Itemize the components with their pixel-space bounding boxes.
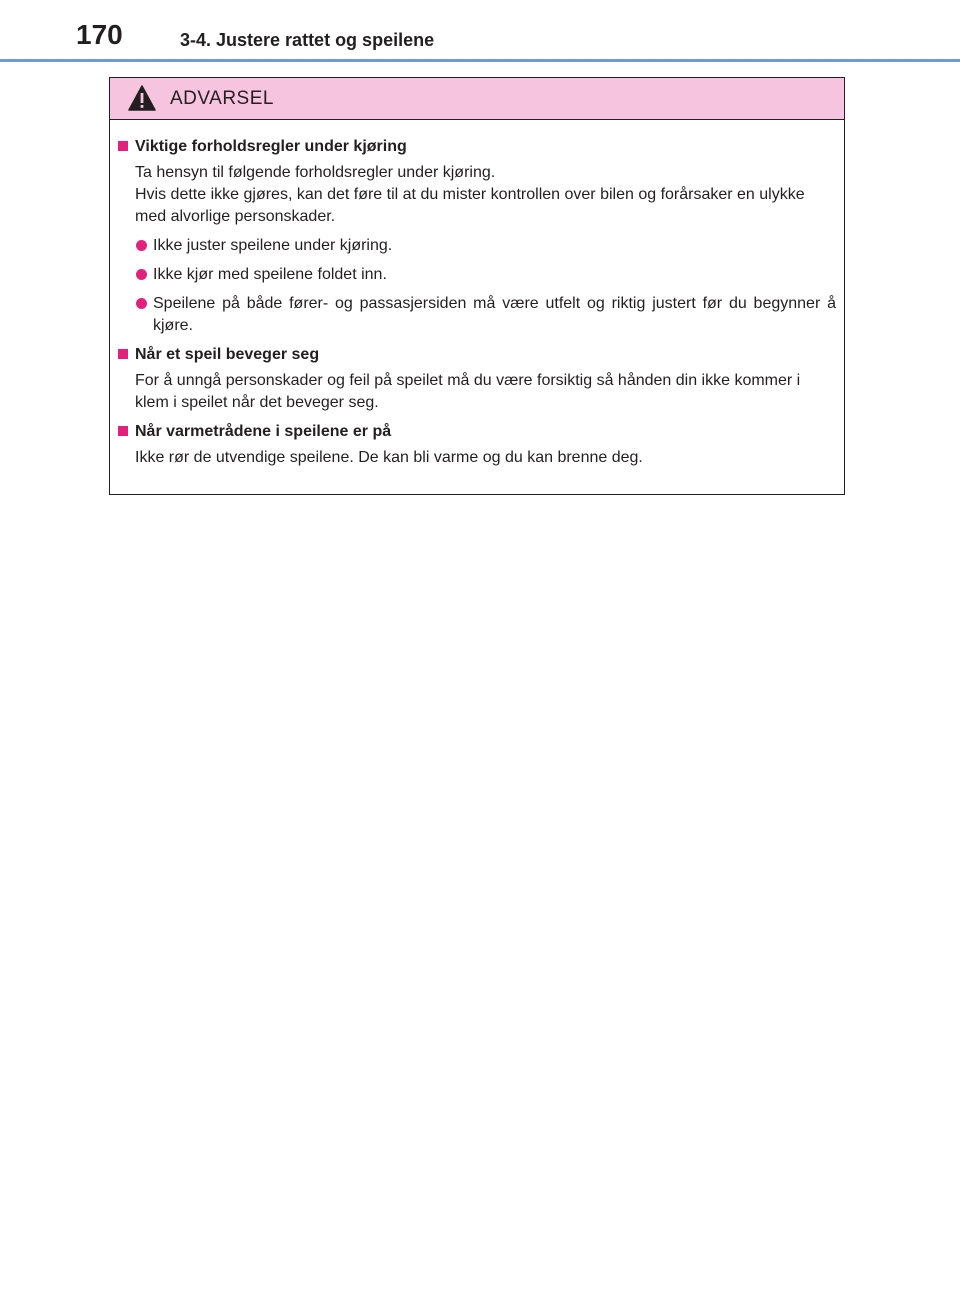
list-item	[118, 235, 836, 257]
square-bullet-icon	[118, 349, 128, 359]
warning-box	[109, 77, 845, 495]
dot-bullet-icon	[136, 240, 147, 251]
section-heading	[118, 421, 836, 443]
section-heading	[118, 136, 836, 158]
paragraph-line: Ikke rør de utvendige speilene. De kan bli varme og du kan brenne deg.	[135, 449, 643, 466]
paragraph-line: For å unngå personskader og feil på speilet må du være forsiktig så hånden din ikke kommer i klem i speilet når det beveger seg.	[135, 372, 801, 411]
dot-bullet-icon	[136, 298, 147, 309]
dot-bullet-icon	[136, 269, 147, 280]
section-paragraph	[118, 370, 836, 414]
warning-triangle-icon	[128, 85, 156, 111]
section-heading	[118, 344, 836, 366]
paragraph-line: Hvis dette ikke gjøres, kan det føre til at du mister kontrollen over bilen og forårsaker en ulykke med alvorlige personskader.	[135, 186, 805, 225]
paragraph-line: Ta hensyn til følgende forholdsregler under kjøring.	[135, 164, 496, 181]
list-item	[118, 264, 836, 286]
section-paragraph	[118, 447, 836, 469]
list-item-text: Speilene på både fører- og passasjersiden må være utfelt og riktig justert før du begynner å kjøre.	[153, 295, 836, 334]
square-bullet-icon	[118, 141, 128, 151]
section-heading-text: Når varmetrådene i speilene er på	[135, 423, 392, 440]
page-header	[0, 0, 960, 62]
section-heading-text: Viktige forholdsregler under kjøring	[135, 138, 407, 155]
page-number: 170	[76, 19, 123, 50]
square-bullet-icon	[118, 426, 128, 436]
section-paragraph	[118, 162, 836, 228]
section-title: 3-4. Justere rattet og speilene	[180, 30, 435, 50]
list-item	[118, 293, 836, 337]
warning-header	[110, 78, 844, 120]
section-heading-text: Når et speil beveger seg	[135, 346, 320, 363]
warning-title: ADVARSEL	[170, 88, 274, 109]
list-item-text: Ikke kjør med speilene foldet inn.	[153, 266, 387, 283]
header-rule	[0, 59, 960, 62]
warning-body	[110, 120, 844, 469]
list-item-text: Ikke juster speilene under kjøring.	[153, 237, 393, 254]
